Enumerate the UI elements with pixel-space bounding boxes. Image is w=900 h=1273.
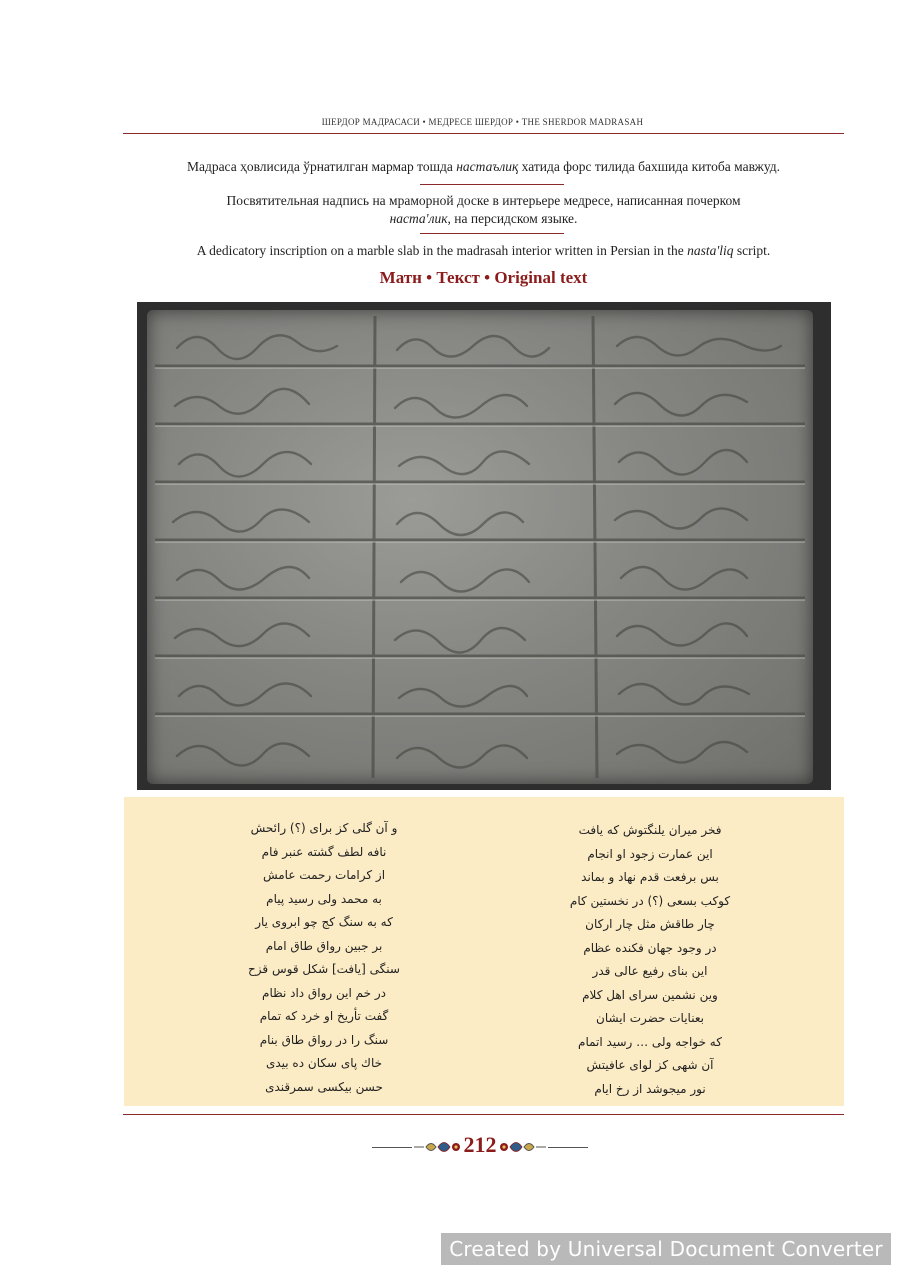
- verse-line: گفت تأریخ او خرد که تمام: [259, 1009, 389, 1023]
- verse-line: سنگی [یافت] شکل قوس قزح: [248, 962, 400, 976]
- footer-rule: [123, 1114, 844, 1115]
- caption-russian: [123, 192, 844, 228]
- verse-line: بعنایات حضرت ایشان: [596, 1011, 704, 1025]
- verse-line: خاك پای سکان ده بیدی: [265, 1056, 383, 1070]
- marble-slab: [147, 310, 813, 784]
- ornament-flourish-icon: [496, 1138, 548, 1156]
- verse-line: وین نشمین سرای اهل کلام: [582, 987, 718, 1002]
- caption-english-text: A dedicatory inscription on a marble slab in the madrasah interior written in Persian in the: [196, 243, 688, 258]
- caption-uzbek-term: настаълиқ: [456, 159, 519, 174]
- verse-line: سنگ را در رواق طاق بنام: [259, 1032, 389, 1047]
- verse-line: در خم این رواق داد نظام: [262, 985, 386, 1000]
- ornament-line: [548, 1147, 588, 1148]
- caption-russian-line1: Посвятительная надпись на мраморной доске в интерьере медресе, написанная почерком: [226, 193, 741, 208]
- transcription-left-column: [194, 817, 454, 1099]
- verse-line: که خواجه ولی … رسید اتمام: [578, 1034, 722, 1049]
- caption-english: [123, 242, 844, 260]
- caption-english-term: nasta'liq: [687, 243, 734, 258]
- ornament-line: [372, 1147, 412, 1148]
- running-head: ШЕРДОР МАДРАСАСИ • МЕДРЕСЕ ШЕРДОР • THE SHERDOR MADRASAH: [321, 117, 644, 127]
- transcription-right-column: [520, 819, 780, 1101]
- verse-line: چار طاقش مثل چار ارکان: [585, 917, 715, 931]
- page-number-ornament: [372, 1134, 588, 1160]
- verse-line: بر جبین رواق طاق امام: [265, 938, 383, 953]
- verse-line: این عمارت زجود او انجام: [587, 846, 713, 861]
- caption-uzbek: [123, 158, 844, 176]
- verse-line: آن شهی کز لوای عافیتش: [586, 1058, 714, 1072]
- verse-line: نافه لطف گشته عنبر فام: [261, 844, 387, 859]
- inscription-photo: [137, 302, 831, 790]
- verse-line: که به سنگ کج چو ابروی یار: [255, 915, 393, 929]
- transcription-box: [124, 797, 844, 1106]
- ornament-flourish-icon: [412, 1138, 464, 1156]
- verse-line: از کرامات رحمت عامش: [262, 868, 386, 882]
- caption-divider: [420, 184, 564, 185]
- caption-english-text-end: script.: [733, 243, 771, 258]
- verse-line: بس برفعت قدم نهاد و بماند: [581, 870, 719, 884]
- verse-line: در وجود جهان فکنده عظام: [583, 940, 717, 955]
- header-rule: [123, 133, 844, 134]
- caption-uzbek-text-end: хатида форс тилида бахшида китоба мавжуд.: [518, 159, 781, 174]
- verse-line: کوکب بسعی (؟) در نخستین کام: [569, 893, 731, 908]
- verse-line: فخر میران یلنگتوش که یافت: [578, 823, 722, 837]
- caption-russian-text-end: , на персидском языке.: [447, 211, 578, 226]
- slab-carving-grid: [147, 310, 813, 784]
- caption-uzbek-text: Мадраса ҳовлисида ўрнатилган мармар тошда: [186, 159, 457, 174]
- caption-russian-term: наста'лик: [389, 211, 448, 226]
- page-number: 212: [463, 1132, 497, 1157]
- caption-divider: [420, 233, 564, 234]
- verse-line: نور میجوشد از رخ ایام: [594, 1081, 706, 1096]
- verse-line: حسن بیکسی سمرقندی: [265, 1079, 383, 1094]
- converter-watermark: Created by Universal Document Converter: [441, 1233, 891, 1265]
- verse-line: و آن گلی کز برای (؟) رائحش: [250, 821, 398, 835]
- verse-line: به محمد ولی رسید پیام: [266, 891, 382, 906]
- section-title: Матн • Текст • Original text: [379, 268, 588, 287]
- verse-line: این بنای رفیع عالی قدر: [592, 964, 708, 978]
